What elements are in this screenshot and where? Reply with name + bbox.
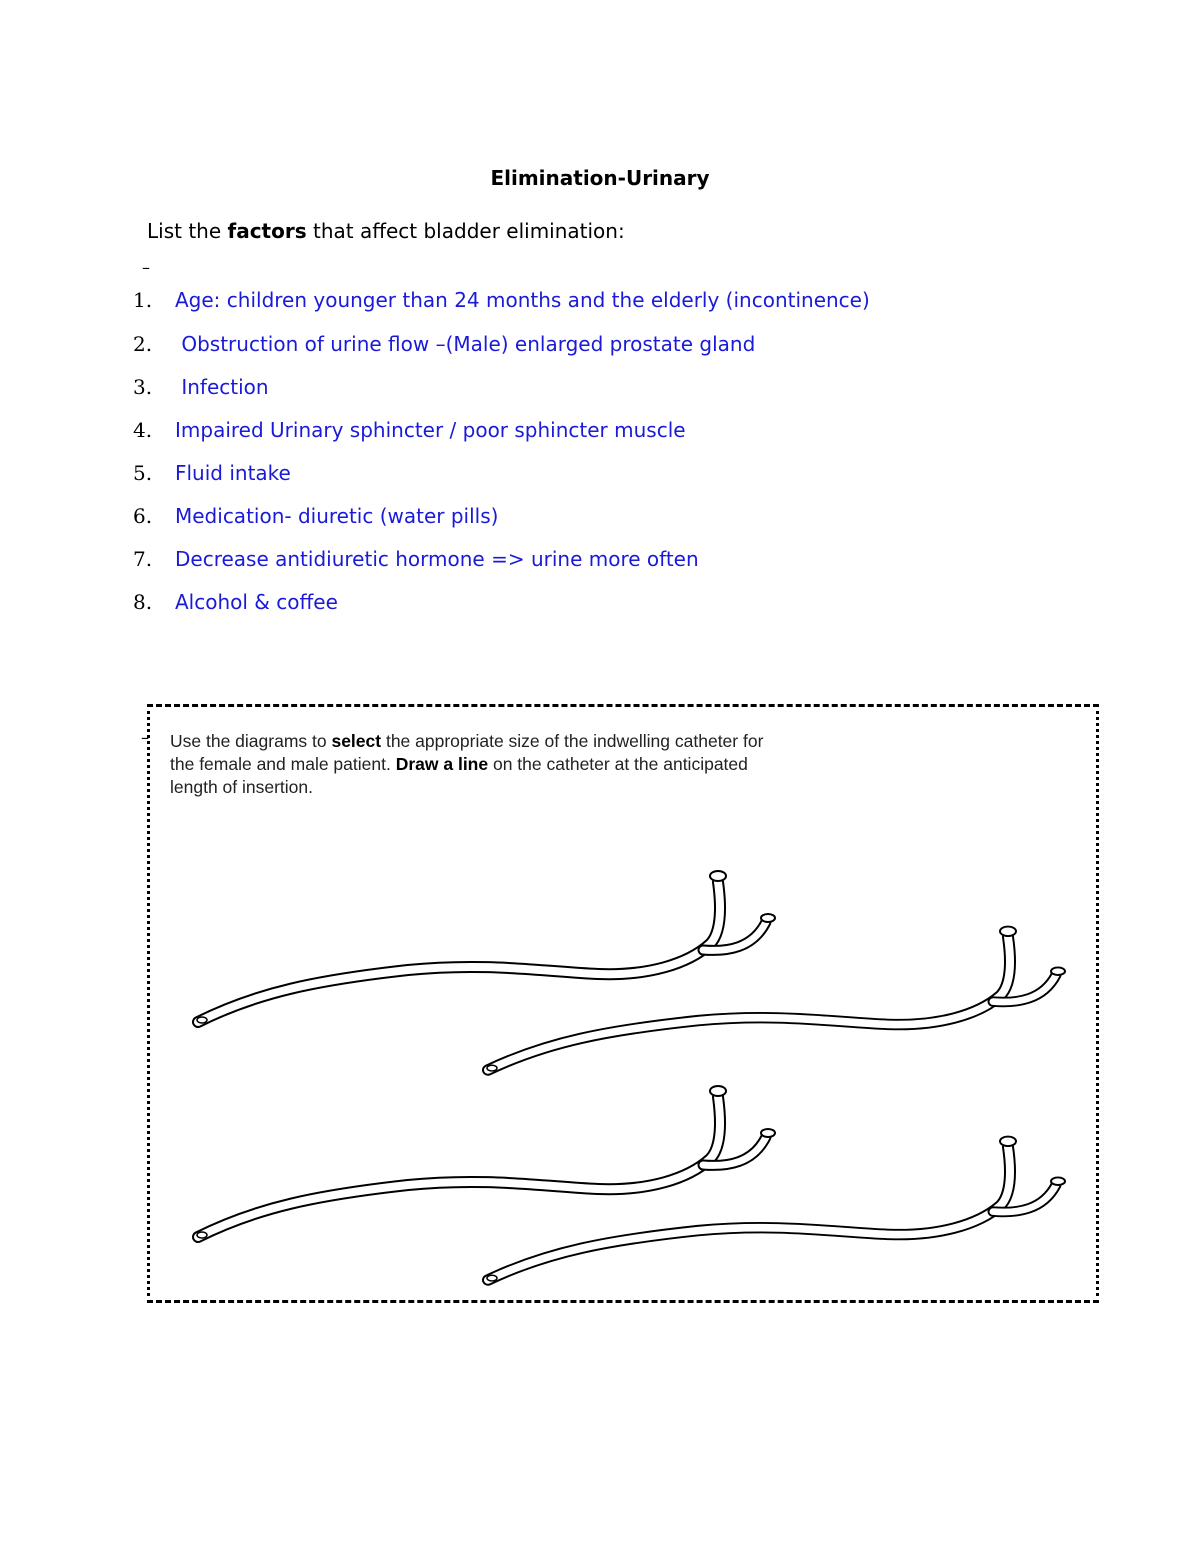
instr-text: on the catheter at the anticipated length of insertion. xyxy=(170,754,748,797)
catheter-1 xyxy=(197,871,775,1023)
item-number: 2. xyxy=(133,332,153,356)
item-number: 1. xyxy=(133,288,153,312)
item-text: Age: children younger than 24 months and the elderly (incontinence) xyxy=(175,288,870,312)
box-dash-mark: – xyxy=(141,728,149,747)
item-text: Obstruction of urine flow –(Male) enlarged prostate gland xyxy=(175,332,756,356)
dash-mark: – xyxy=(142,258,150,277)
prompt-text-end: that affect bladder elimination: xyxy=(306,219,625,243)
item-number: 5. xyxy=(133,461,153,485)
catheter-3 xyxy=(197,1086,775,1238)
item-text: Alcohol & coffee xyxy=(175,590,338,614)
catheter-4 xyxy=(487,1137,1065,1281)
item-text: Impaired Urinary sphincter / poor sphincter muscle xyxy=(175,418,686,442)
item-number: 7. xyxy=(133,547,153,571)
item-number: 3. xyxy=(133,375,153,399)
item-number: 8. xyxy=(133,590,153,614)
item-number: 4. xyxy=(133,418,153,442)
instr-text: the appropriate size of the indwelling catheter for the female and male patient. xyxy=(170,731,764,774)
prompt-bold-word: factors xyxy=(227,219,307,243)
item-text: Decrease antidiuretic hormone => urine more often xyxy=(175,547,699,571)
catheter-2 xyxy=(487,927,1065,1071)
item-number: 6. xyxy=(133,504,153,528)
page-title: Elimination-Urinary xyxy=(490,166,710,190)
item-text: Infection xyxy=(175,375,269,399)
instr-bold: select xyxy=(331,731,382,751)
item-text: Medication- diuretic (water pills) xyxy=(175,504,499,528)
instr-text: Use the diagrams to xyxy=(170,731,332,751)
item-text: Fluid intake xyxy=(175,461,291,485)
instr-bold: Draw a line xyxy=(395,754,489,774)
prompt-text-start: List the xyxy=(147,219,228,243)
